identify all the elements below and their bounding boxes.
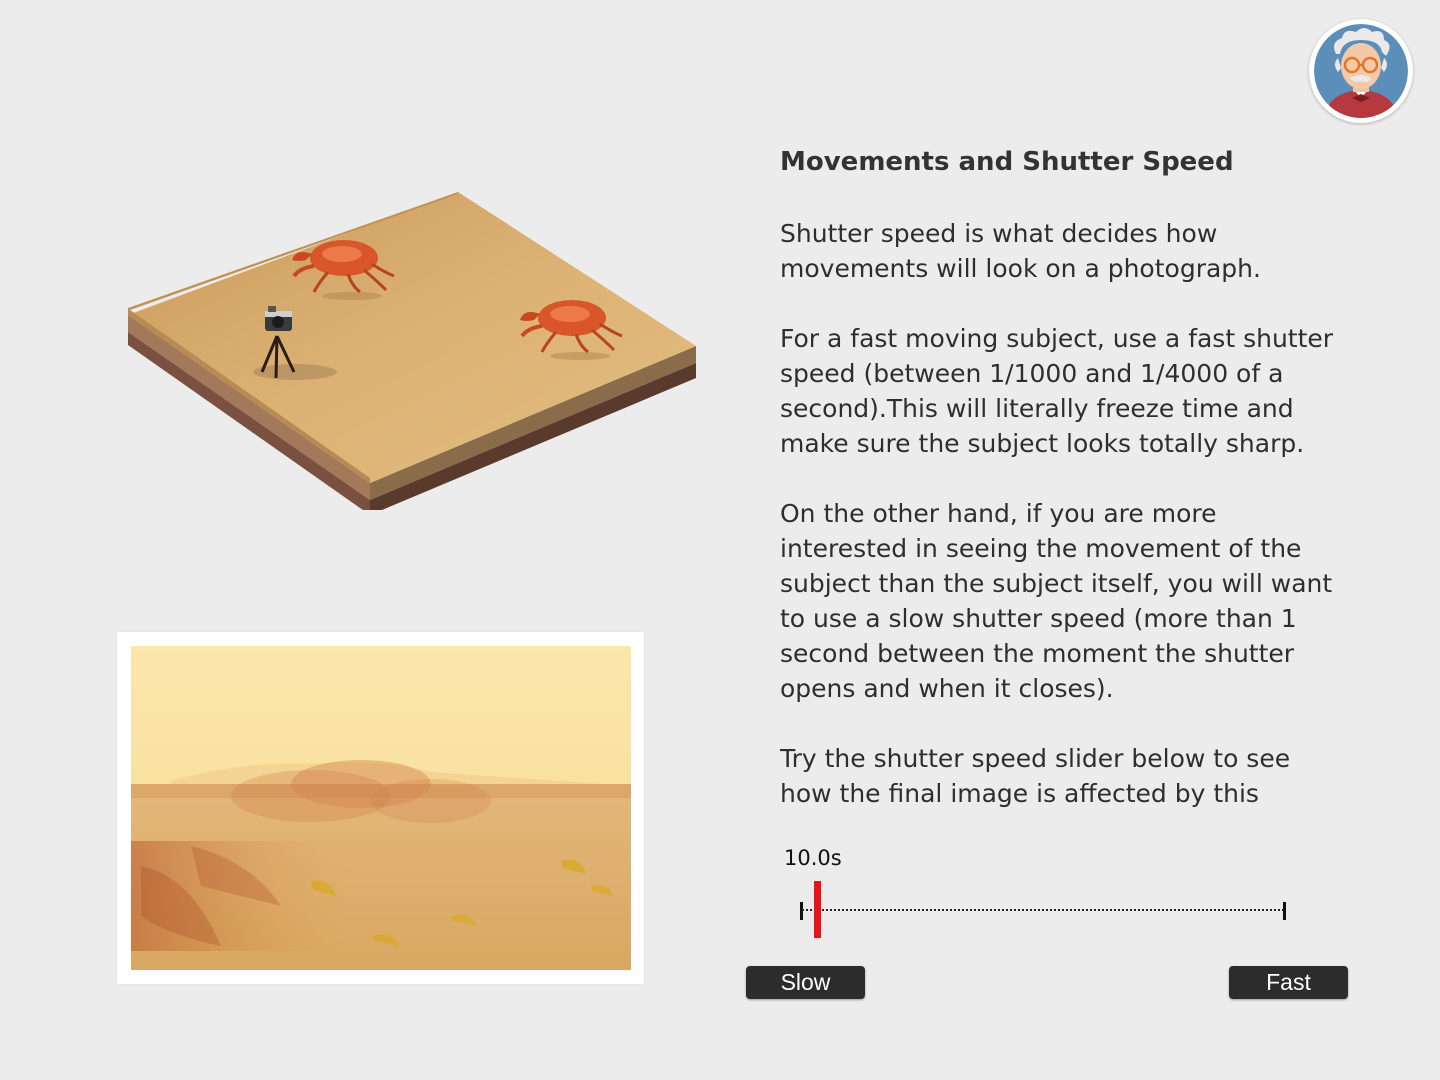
photo-preview	[117, 632, 644, 984]
slider-max-cap	[1283, 902, 1286, 920]
slider-thumb[interactable]	[814, 881, 821, 938]
professor-avatar-icon	[1314, 24, 1408, 118]
fast-button[interactable]: Fast	[1229, 966, 1348, 999]
lesson-paragraph: For a fast moving subject, use a fast shutter speed (between 1/1000 and 1/4000 of a second).This will literally freeze time and make sure the subject looks totally sharp.	[780, 324, 1334, 458]
slow-button[interactable]: Slow	[746, 966, 865, 999]
lesson-paragraph: Shutter speed is what decides how movements will look on a photograph.	[780, 219, 1261, 283]
motion-blur-photo	[131, 646, 631, 970]
professor-avatar[interactable]	[1309, 19, 1413, 123]
lesson-title: Movements and Shutter Speed	[780, 147, 1234, 177]
scene-illustration	[120, 180, 710, 514]
slider-track[interactable]	[802, 909, 1284, 911]
shutter-speed-readout: 10.0s	[784, 846, 842, 870]
slider-min-cap	[800, 902, 803, 920]
lesson-paragraph: On the other hand, if you are more interested in seeing the movement of the subject than the subject itself, you will want to use a slow shutter speed (more than 1 second between the moment the shutter opens and when it closes).	[780, 499, 1333, 703]
shutter-speed-slider[interactable]	[796, 878, 1292, 940]
lesson-panel	[780, 140, 1340, 811]
lesson-paragraph: Try the shutter speed slider below to see how the final image is affected by this	[780, 744, 1291, 808]
